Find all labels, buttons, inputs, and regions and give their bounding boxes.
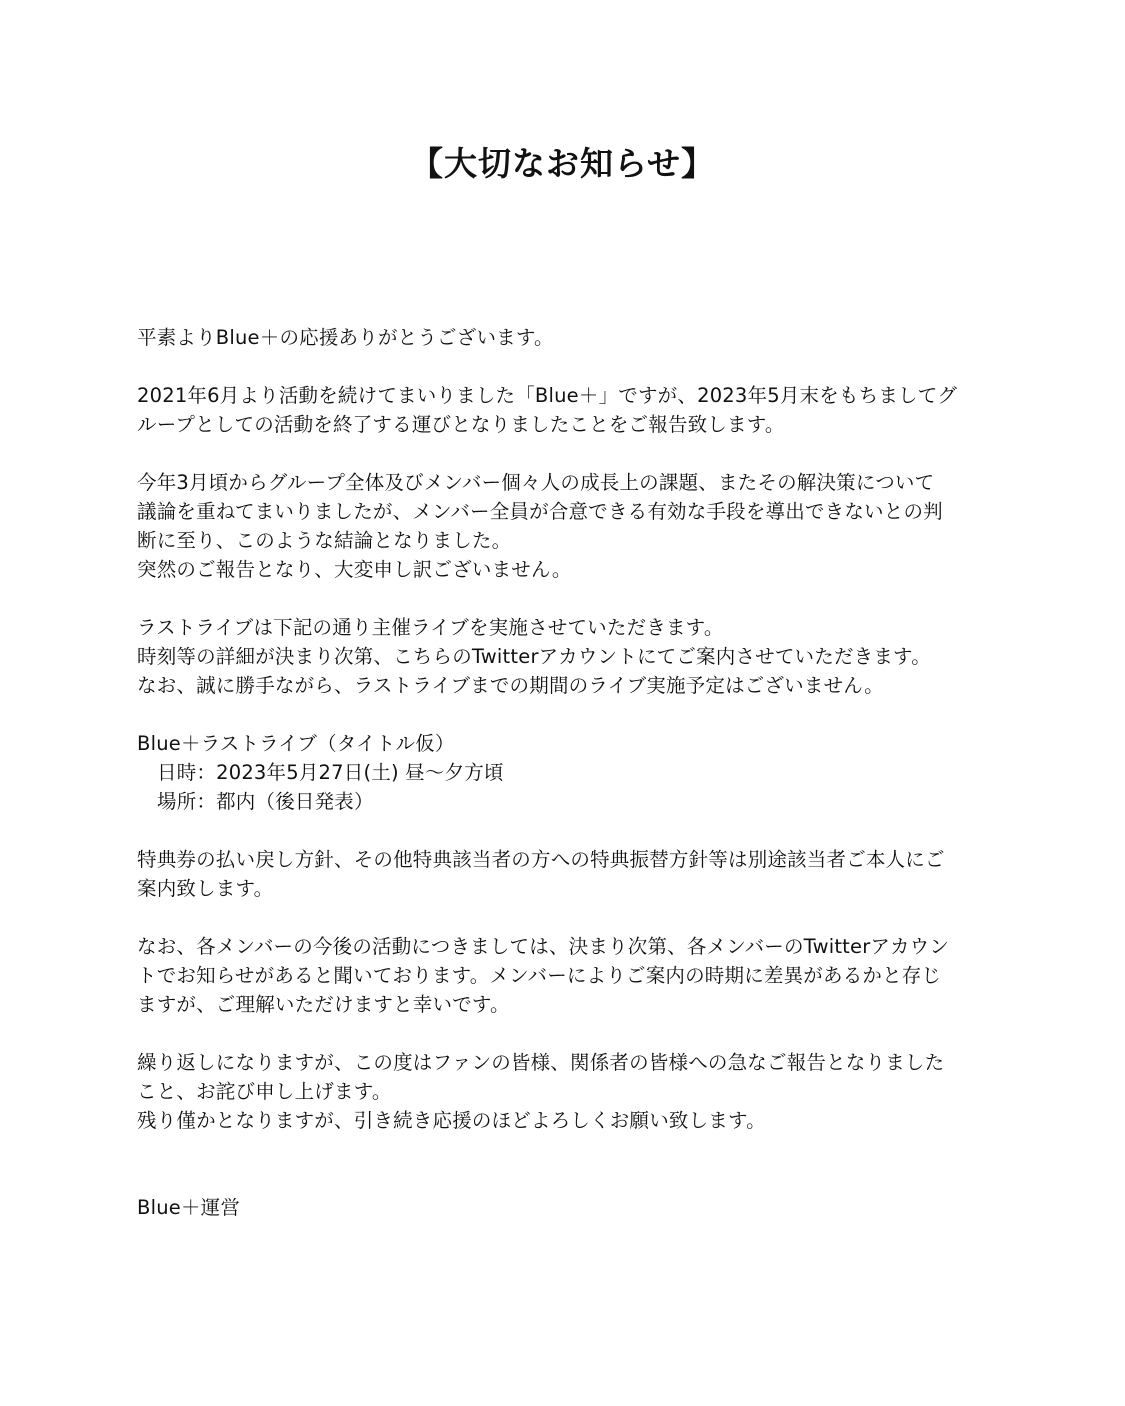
paragraph-reason xyxy=(137,468,997,584)
paragraph-gap xyxy=(137,700,997,729)
paragraph-gap xyxy=(137,816,997,845)
paragraph-apology xyxy=(137,1048,997,1135)
paragraph-gap xyxy=(137,439,997,468)
paragraph-greeting xyxy=(137,323,997,352)
text-line: 平素よりBlue＋の応援ありがとうございます。 xyxy=(137,326,554,349)
text-line: 議論を重ねてまいりましたが、メンバー全員が合意できる有効な手段を導出できないとの判 xyxy=(137,500,943,523)
text-line: 残り僅かとなりますが、引き続き応援のほどよろしくお願い致します。 xyxy=(137,1109,766,1132)
event-details xyxy=(137,729,997,816)
paragraph-gap xyxy=(137,1019,997,1048)
paragraph-gap xyxy=(137,352,997,381)
paragraph-last-live xyxy=(137,613,997,700)
paragraph-refund xyxy=(137,845,997,903)
text-line: 今年3月頃からグループ全体及びメンバー個々人の成長上の課題、またその解決策について xyxy=(137,471,935,494)
event-name: Blue＋ラストライブ（タイトル仮） xyxy=(137,732,455,755)
text-line: 特典券の払い戻し方針、その他特典該当者の方への特典振替方針等は別途該当者ご本人にご xyxy=(137,848,945,871)
text-line: ますが、ご理解いただけますと幸いです。 xyxy=(137,993,510,1016)
text-line: ループとしての活動を終了する運びとなりましたことをご報告致します。 xyxy=(137,413,785,436)
event-datetime: 日時：2023年5月27日(土) 昼〜夕方頃 xyxy=(157,761,504,784)
paragraph-announcement xyxy=(137,381,997,439)
text-line: 突然のご報告となり、大変申し訳ございません。 xyxy=(137,558,572,581)
text-line: なお、誠に勝手ながら、ラストライブまでの期間のライブ実施予定はございません。 xyxy=(137,674,884,697)
text-line: 案内致します。 xyxy=(137,877,274,900)
text-line: ラストライブは下記の通り主催ライブを実施させていただきます。 xyxy=(137,616,724,639)
event-venue: 場所：都内（後日発表） xyxy=(157,790,374,813)
signature-gap xyxy=(137,1135,997,1193)
text-line: 繰り返しになりますが、この度はファンの皆様、関係者の皆様への急なご報告となりました xyxy=(137,1051,945,1074)
text-line: なお、各メンバーの今後の活動につきましては、決まり次第、各メンバーのTwitterアカウン xyxy=(137,935,950,958)
paragraph-gap xyxy=(137,584,997,613)
paragraph-gap xyxy=(137,903,997,932)
text-line: 2021年6月より活動を続けてまいりました「Blue＋」ですが、2023年5月末をもちましてグ xyxy=(137,384,958,407)
paragraph-member-activities xyxy=(137,932,997,1019)
text-line: 時刻等の詳細が決まり次第、こちらのTwitterアカウントにてご案内させていただきます。 xyxy=(137,645,931,668)
notice-body xyxy=(137,323,997,1222)
signature: Blue＋運営 xyxy=(137,1196,241,1219)
text-line: こと、お詫び申し上げます。 xyxy=(137,1080,392,1103)
text-line: トでお知らせがあると聞いております。メンバーによりご案内の時期に差異があるかと存じ xyxy=(137,964,942,987)
text-line: 断に至り、このような結論となりました。 xyxy=(137,529,512,552)
notice-title: 【大切なお知らせ】 xyxy=(409,144,715,183)
